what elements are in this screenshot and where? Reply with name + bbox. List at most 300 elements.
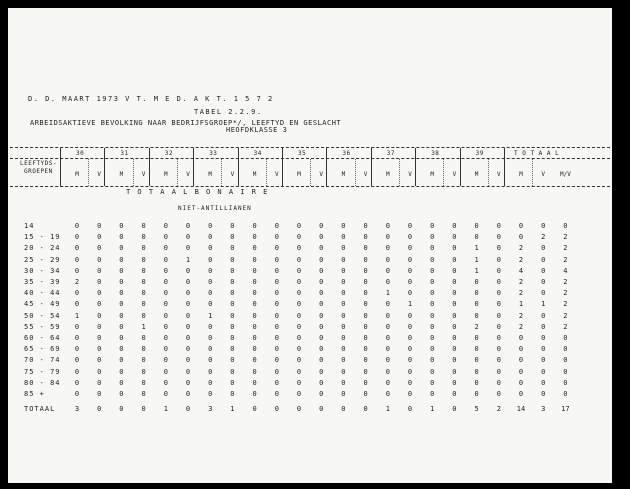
table-cell: 0 [496, 266, 501, 275]
total-cell: 2 [496, 405, 501, 413]
table-cell: 0 [474, 334, 479, 342]
table-cell: 0 [208, 356, 213, 365]
table-cell: 0 [252, 300, 257, 309]
table-cell: 0 [407, 244, 413, 253]
table-cell: 0 [163, 244, 168, 253]
table-cell: 0 [518, 390, 524, 398]
table-number: TABEL 2.2.9. [194, 108, 263, 116]
table-cell: 0 [230, 322, 235, 331]
table-cell: 0 [274, 367, 279, 376]
table-cell: 0 [385, 334, 390, 342]
table-cell: 0 [474, 222, 479, 230]
table-cell: 0 [274, 222, 279, 230]
table-cell: 0 [274, 378, 279, 387]
table-cell: 0 [363, 367, 368, 376]
table-cell: 0 [163, 222, 168, 230]
table-cell: 0 [319, 356, 324, 365]
total-cell: 3 [208, 405, 213, 413]
table-cell: 0 [319, 311, 324, 320]
table-subtitle: HEOFDKLASSE 3 [226, 126, 288, 134]
total-cell: 0 [407, 405, 413, 413]
row-label: 14 [24, 222, 35, 230]
table-cell: 0 [141, 390, 146, 398]
sub-divider [399, 159, 400, 186]
table-cell: 0 [141, 311, 146, 320]
table-cell: 0 [119, 233, 124, 242]
gender-header: M [474, 171, 479, 178]
table-cell: 0 [119, 222, 124, 230]
table-cell: 0 [185, 345, 191, 354]
table-cell: 2 [541, 233, 546, 242]
sub-divider [532, 159, 533, 186]
table-cell: 0 [119, 255, 124, 264]
table-cell: 0 [208, 255, 213, 264]
table-cell: 0 [452, 289, 457, 298]
total-cell: 14 [516, 405, 526, 413]
table-cell: 0 [74, 300, 80, 309]
table-cell: 0 [452, 233, 457, 242]
gender-header: V [97, 171, 101, 178]
table-cell: 0 [74, 334, 80, 342]
table-cell: 0 [496, 233, 501, 242]
table-cell: 0 [385, 278, 390, 286]
table-cell: 0 [97, 356, 102, 365]
table-cell: 0 [230, 311, 235, 320]
table-cell: 0 [319, 289, 324, 298]
table-cell: 0 [319, 233, 324, 242]
sub-divider [221, 159, 222, 186]
group-header: 33 [209, 150, 218, 157]
table-cell: 2 [563, 311, 568, 320]
table-cell: 0 [496, 345, 501, 354]
table-cell: 0 [74, 322, 80, 331]
sub-divider [443, 159, 444, 186]
table-cell: 0 [97, 255, 102, 264]
table-cell: 0 [496, 222, 501, 230]
gender-header: M [430, 171, 434, 178]
table-cell: 0 [274, 322, 279, 331]
row-label: 50 - 54 [24, 311, 61, 320]
table-cell: 0 [385, 222, 390, 230]
table-cell: 0 [496, 300, 501, 309]
table-cell: 0 [163, 289, 168, 298]
table-cell: 0 [252, 255, 257, 264]
table-cell: 0 [474, 233, 479, 242]
table-cell: 0 [452, 278, 457, 286]
table-cell: 0 [430, 222, 435, 230]
table-cell: 0 [430, 345, 435, 354]
table-cell: 0 [208, 244, 213, 253]
table-cell: 0 [385, 244, 390, 253]
table-cell: 0 [163, 311, 168, 320]
gender-header: M [75, 171, 79, 178]
table-cell: 0 [452, 390, 457, 398]
table-cell: 0 [363, 244, 368, 253]
row-label: 65 - 69 [24, 345, 61, 354]
table-cell: 0 [407, 390, 413, 398]
table-cell: 0 [185, 244, 191, 253]
table-cell: 0 [119, 367, 124, 376]
table-cell: 0 [163, 390, 168, 398]
table-cell: 0 [474, 367, 479, 376]
table-cell: 0 [163, 334, 168, 342]
table-cell: 1 [474, 255, 479, 264]
table-cell: 0 [430, 367, 435, 376]
table-cell: 0 [230, 255, 235, 264]
table-cell: 0 [541, 289, 546, 298]
table-cell: 4 [518, 266, 524, 275]
table-cell: 0 [407, 266, 413, 275]
gender-header: M [208, 171, 212, 178]
table-cell: 0 [407, 378, 413, 387]
table-cell: 0 [430, 255, 435, 264]
table-cell: 0 [230, 345, 235, 354]
table-cell: 0 [230, 300, 235, 309]
table-cell: 0 [119, 244, 124, 253]
table-cell: 0 [474, 378, 479, 387]
table-cell: 0 [141, 289, 146, 298]
gender-header: M [519, 171, 523, 178]
gender-header: V [452, 171, 457, 178]
group-header: 34 [253, 150, 262, 157]
table-cell: 0 [452, 311, 457, 320]
table-cell: 0 [407, 278, 413, 286]
table-cell: 0 [319, 334, 324, 342]
table-cell: 0 [230, 233, 235, 242]
table-cell: 0 [274, 356, 279, 365]
sub-divider [88, 159, 89, 186]
table-cell: 4 [563, 266, 568, 275]
region-title: T O T A A L B O N A I R E [126, 188, 269, 196]
group-header: 30 [76, 150, 85, 157]
table-cell: 0 [296, 378, 302, 387]
table-cell: 0 [274, 266, 279, 275]
table-cell: 0 [452, 255, 457, 264]
table-cell: 0 [363, 311, 368, 320]
table-cell: 0 [97, 367, 102, 376]
table-cell: 0 [163, 300, 168, 309]
table-cell: 0 [518, 356, 524, 365]
gender-header: M [297, 171, 301, 178]
table-cell: 1 [208, 311, 213, 320]
table-cell: 0 [230, 244, 235, 253]
row-label: 40 - 44 [24, 289, 61, 298]
table-cell: 0 [274, 233, 279, 242]
table-cell: 0 [563, 378, 568, 387]
table-cell: 0 [452, 345, 457, 354]
table-cell: 2 [518, 289, 524, 298]
table-cell: 0 [230, 278, 235, 286]
row-label: 85 + [24, 390, 45, 398]
table-cell: 0 [385, 311, 390, 320]
table-cell: 0 [541, 266, 546, 275]
table-cell: 0 [163, 367, 168, 376]
table-cell: 0 [385, 356, 390, 365]
subregion-title: NIET-ANTILLIANEN [178, 205, 252, 212]
table-cell: 0 [341, 356, 346, 365]
gender-header: M [119, 171, 124, 178]
total-cell: 0 [296, 405, 302, 413]
table-cell: 0 [252, 322, 257, 331]
table-cell: 0 [119, 278, 124, 286]
table-cell: 0 [97, 322, 102, 331]
table-cell: 0 [74, 244, 80, 253]
table-cell: 0 [541, 278, 546, 286]
table-cell: 0 [319, 222, 324, 230]
table-cell: 0 [430, 289, 435, 298]
table-cell: 0 [208, 322, 213, 331]
table-cell: 0 [252, 244, 257, 253]
table-cell: 0 [230, 289, 235, 298]
table-cell: 0 [541, 322, 546, 331]
table-cell: 0 [319, 345, 324, 354]
table-cell: 0 [97, 278, 102, 286]
table-cell: 1 [474, 266, 479, 275]
table-cell: 0 [385, 378, 390, 387]
table-cell: 0 [74, 378, 80, 387]
table-cell: 0 [385, 390, 390, 398]
table-cell: 0 [296, 300, 302, 309]
table-cell: 0 [296, 322, 302, 331]
table-cell: 2 [563, 300, 568, 309]
table-cell: 0 [363, 390, 368, 398]
table-cell: 0 [296, 289, 302, 298]
table-cell: 0 [141, 266, 146, 275]
table-cell: 0 [407, 345, 413, 354]
table-cell: 0 [518, 222, 524, 230]
table-cell: 0 [208, 334, 213, 342]
table-cell: 0 [230, 367, 235, 376]
table-cell: 0 [341, 367, 346, 376]
row-label: 15 - 19 [24, 233, 61, 242]
table-cell: 0 [319, 266, 324, 275]
table-cell: 2 [74, 278, 80, 286]
table-cell: 0 [496, 390, 501, 398]
total-cell: 0 [252, 405, 257, 413]
group-header: T O T A A L [514, 150, 560, 157]
total-cell: 0 [97, 405, 102, 413]
total-cell: 0 [341, 405, 346, 413]
table-cell: 0 [296, 255, 302, 264]
total-cell: 1 [230, 405, 235, 413]
table-cell: 0 [252, 311, 257, 320]
table-cell: 0 [452, 378, 457, 387]
table-cell: 0 [208, 390, 213, 398]
table-cell: 2 [563, 244, 568, 253]
table-cell: 0 [474, 300, 479, 309]
table-cell: 0 [341, 345, 346, 354]
total-label: TOTAAL [24, 405, 56, 413]
table-cell: 0 [185, 233, 191, 242]
table-cell: 0 [430, 311, 435, 320]
table-cell: 0 [407, 255, 413, 264]
table-cell: 0 [430, 334, 435, 342]
table-cell: 0 [274, 255, 279, 264]
total-cell: 5 [474, 405, 479, 413]
table-cell: 0 [252, 390, 257, 398]
table-cell: 0 [252, 345, 257, 354]
table-cell: 0 [141, 222, 146, 230]
table-cell: 0 [141, 255, 146, 264]
gender-header: V [230, 171, 235, 178]
table-cell: 0 [163, 345, 168, 354]
table-cell: 0 [341, 255, 346, 264]
table-cell: 0 [274, 345, 279, 354]
table-cell: 0 [341, 334, 346, 342]
table-cell: 0 [341, 222, 346, 230]
table-cell: 0 [119, 356, 124, 365]
table-cell: 0 [541, 222, 546, 230]
table-cell: 0 [119, 300, 124, 309]
table-cell: 0 [208, 289, 213, 298]
table-cell: 0 [97, 289, 102, 298]
total-cell: 0 [363, 405, 368, 413]
table-cell: 2 [563, 255, 568, 264]
table-cell: 0 [74, 345, 80, 354]
table-cell: 1 [141, 322, 146, 331]
table-cell: 0 [363, 289, 368, 298]
table-cell: 0 [185, 367, 191, 376]
table-cell: 0 [319, 255, 324, 264]
table-cell: 2 [563, 278, 568, 286]
table-cell: 0 [141, 367, 146, 376]
table-cell: 0 [496, 356, 501, 365]
table-cell: 0 [319, 278, 324, 286]
group-header: 36 [342, 150, 351, 157]
table-cell: 0 [141, 356, 146, 365]
table-title: ARBEIDSAKTIEVE BEVOLKING NAAR BEDRIJFSGROEP*/, LEEFTYD EN GESLACHT [30, 119, 342, 127]
table-cell: 0 [296, 345, 302, 354]
table-cell: 0 [563, 390, 568, 398]
group-header: 32 [164, 150, 174, 157]
table-cell: 0 [119, 266, 124, 275]
table-cell: 0 [97, 378, 102, 387]
table-cell: 2 [563, 233, 568, 242]
total-cell: 1 [430, 405, 435, 413]
table-cell: 0 [541, 255, 546, 264]
sub-divider [488, 159, 489, 186]
table-cell: 0 [185, 322, 191, 331]
group-divider [149, 148, 150, 186]
table-cell: 0 [230, 334, 235, 342]
table-cell: 0 [185, 334, 191, 342]
table-cell: 0 [141, 345, 146, 354]
table-cell: 0 [252, 266, 257, 275]
total-cell: 3 [541, 405, 546, 413]
table-cell: 0 [185, 222, 191, 230]
sub-divider [310, 159, 311, 186]
table-cell: 0 [452, 356, 457, 365]
table-cell: 0 [97, 345, 102, 354]
sub-divider [177, 159, 178, 186]
table-cell: 0 [518, 233, 524, 242]
table-cell: 0 [208, 345, 213, 354]
table-cell: 0 [341, 311, 346, 320]
table-cell: 0 [430, 233, 435, 242]
table-cell: 0 [452, 300, 457, 309]
table-cell: 0 [185, 266, 191, 275]
table-cell: 0 [541, 311, 546, 320]
table-cell: 1 [74, 311, 80, 320]
table-cell: 0 [518, 345, 524, 354]
table-cell: 0 [430, 322, 435, 331]
table-cell: 1 [407, 300, 413, 309]
gender-header: V [141, 171, 146, 178]
table-cell: 2 [518, 278, 524, 286]
table-cell: 2 [518, 311, 524, 320]
table-cell: 1 [385, 289, 390, 298]
row-label: 30 - 34 [24, 266, 61, 275]
table-cell: 0 [563, 222, 568, 230]
row-label: 25 - 29 [24, 255, 61, 264]
table-cell: 0 [541, 367, 546, 376]
total-cell: 17 [561, 405, 570, 413]
table-cell: 0 [474, 390, 479, 398]
table-cell: 0 [141, 300, 146, 309]
table-cell: 0 [97, 334, 102, 342]
table-cell: 0 [407, 322, 413, 331]
table-cell: 0 [563, 345, 568, 354]
sub-divider [355, 159, 356, 186]
table-cell: 0 [119, 289, 124, 298]
table-cell: 0 [363, 356, 368, 365]
table-cell: 0 [185, 289, 191, 298]
table-cell: 0 [363, 345, 368, 354]
table-cell: 0 [430, 356, 435, 365]
table-cell: 0 [385, 255, 390, 264]
gender-header: V [319, 171, 323, 178]
total-cell: 3 [74, 405, 80, 413]
table-cell: 0 [230, 266, 235, 275]
total-cell: 0 [185, 405, 191, 413]
document-page [8, 8, 612, 483]
table-cell: 0 [474, 278, 479, 286]
table-cell: 0 [208, 278, 213, 286]
table-cell: 0 [119, 390, 124, 398]
table-cell: 0 [474, 356, 479, 365]
table-cell: 0 [363, 266, 368, 275]
table-cell: 0 [518, 378, 524, 387]
total-cell: 0 [274, 405, 279, 413]
table-cell: 1 [185, 255, 191, 264]
table-cell: 0 [185, 390, 191, 398]
table-cell: 0 [208, 222, 213, 230]
table-cell: 0 [252, 378, 257, 387]
table-cell: 0 [230, 390, 235, 398]
table-cell: 0 [163, 255, 168, 264]
table-cell: 0 [363, 222, 368, 230]
table-cell: 0 [119, 322, 124, 331]
table-cell: 0 [97, 311, 102, 320]
table-cell: 0 [452, 334, 457, 342]
table-cell: 0 [74, 390, 80, 398]
table-cell: 0 [119, 334, 124, 342]
table-cell: 0 [430, 300, 435, 309]
table-cell: 0 [407, 356, 413, 365]
table-cell: 0 [74, 266, 80, 275]
group-divider [415, 148, 416, 186]
table-cell: 0 [296, 356, 302, 365]
table-cell: 0 [252, 334, 257, 342]
table-cell: 0 [274, 311, 279, 320]
table-cell: 0 [97, 266, 102, 275]
group-divider [282, 148, 283, 186]
table-cell: 0 [541, 244, 546, 253]
table-cell: 0 [97, 233, 102, 242]
table-cell: 1 [518, 300, 524, 309]
table-cell: 0 [230, 356, 235, 365]
table-cell: 0 [119, 378, 124, 387]
